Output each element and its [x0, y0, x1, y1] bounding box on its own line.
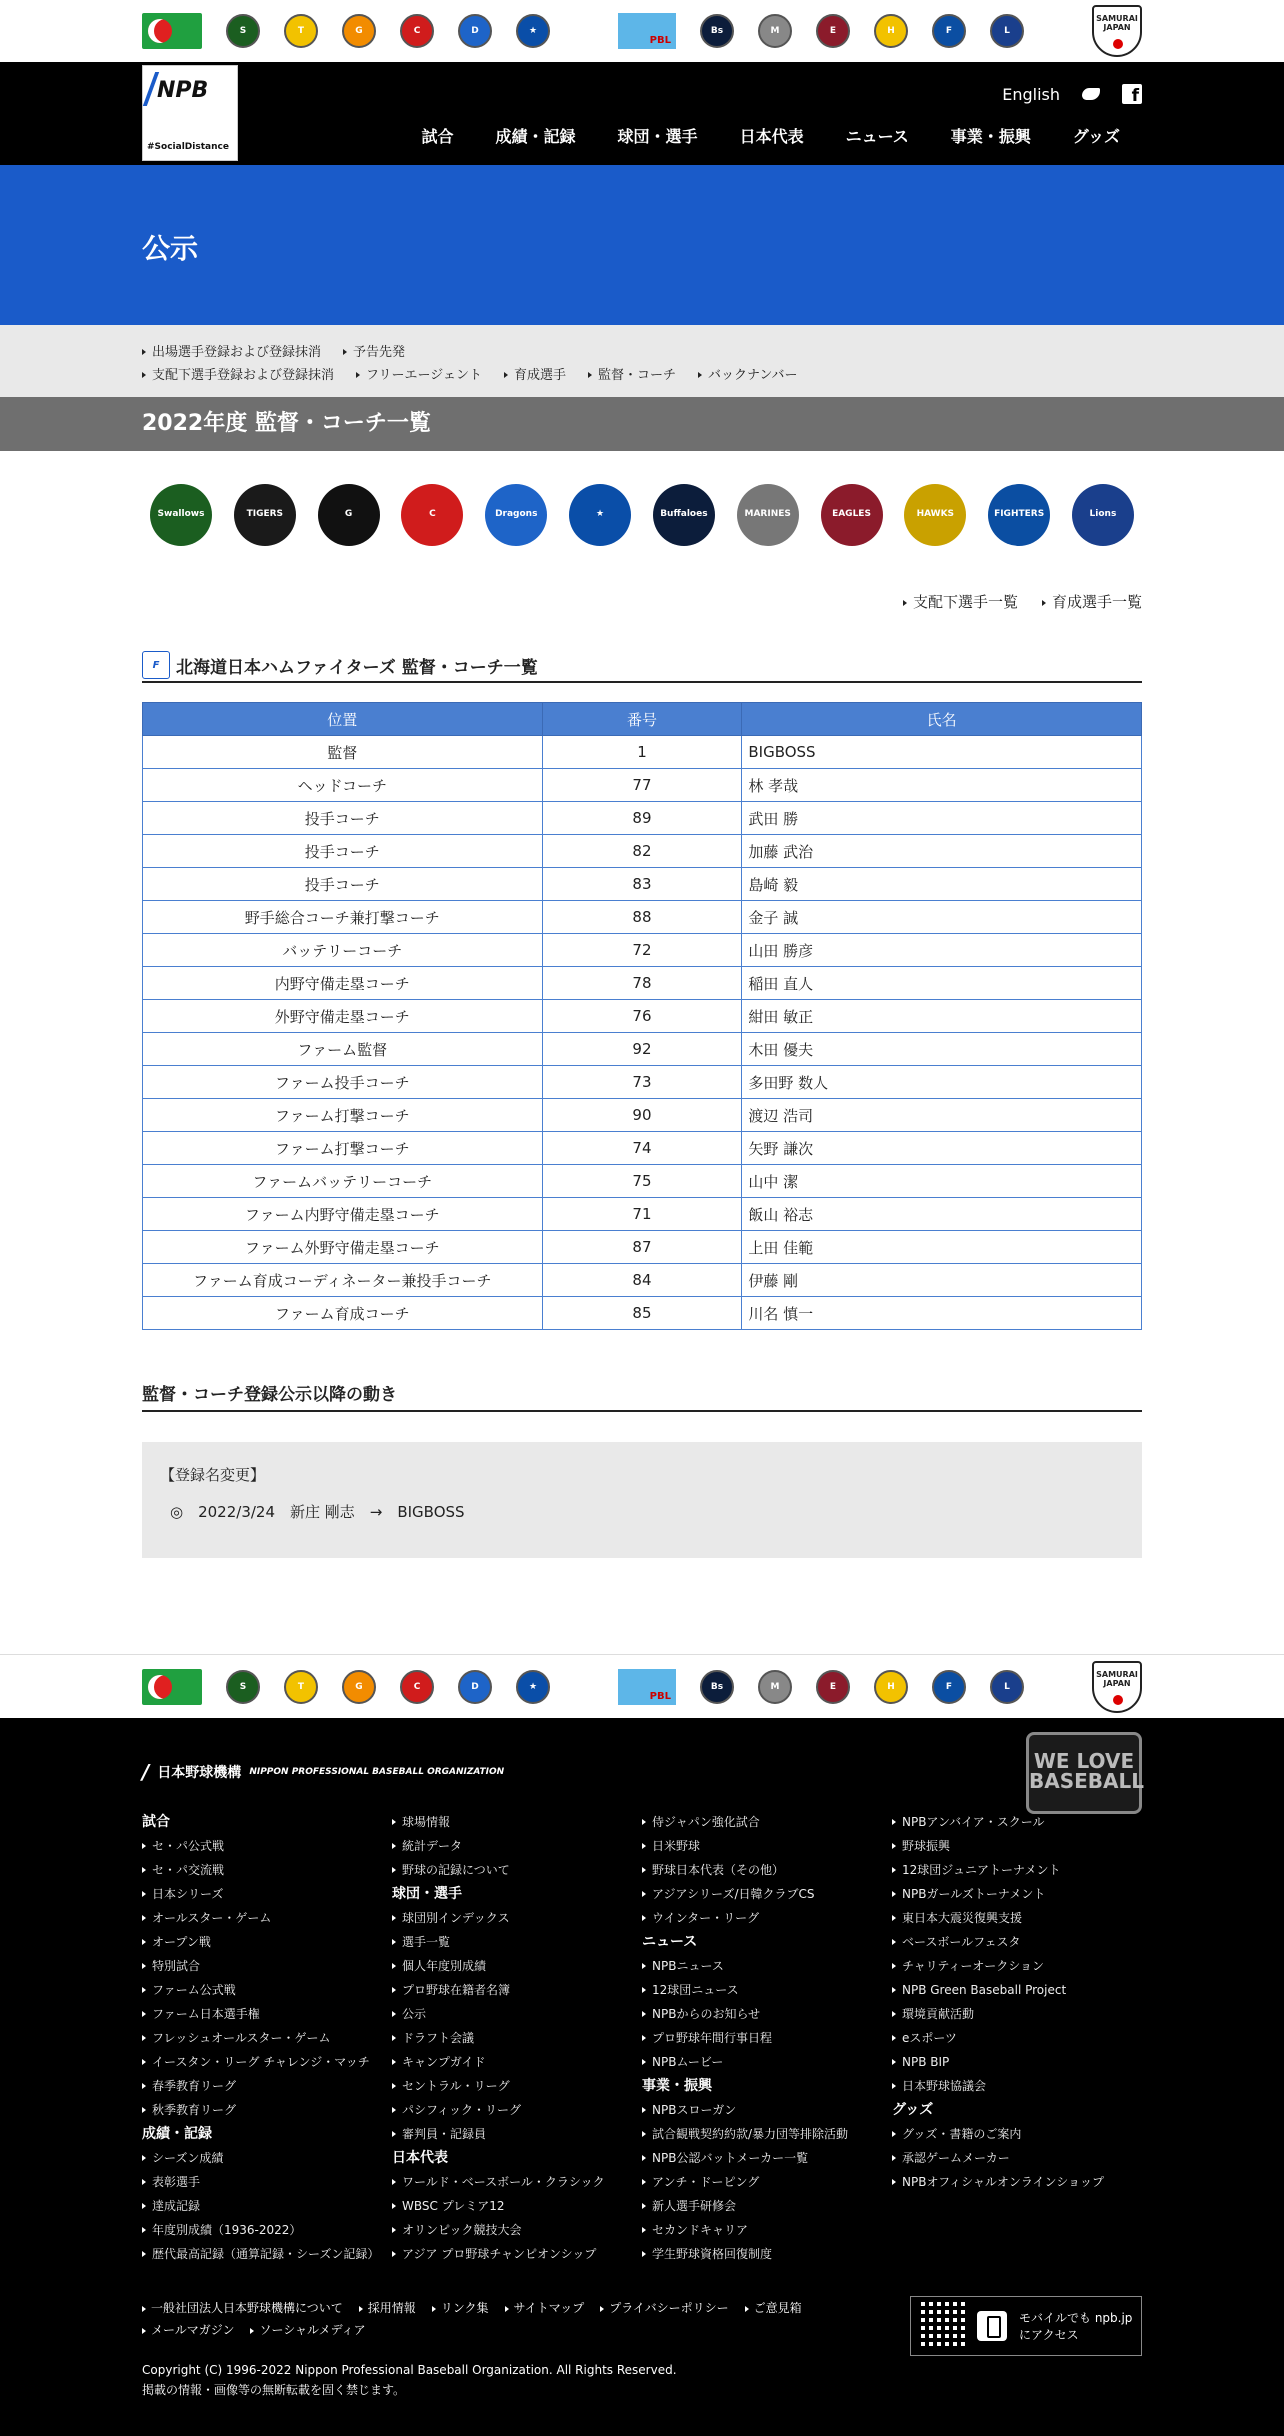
npb-footer-icon: / [142, 1760, 150, 1784]
number-cell: 78 [542, 967, 742, 1000]
footer-link[interactable]: ウインター・リーグ [642, 1906, 892, 1930]
pbl-mark: PBL [618, 1669, 676, 1705]
number-cell: 74 [542, 1132, 742, 1165]
name-cell: 川名 慎一 [742, 1297, 1142, 1330]
position-cell: ファームバッテリーコーチ [143, 1165, 543, 1198]
team-mark: S [226, 14, 260, 48]
footer-link[interactable]: 承認ゲームメーカー [892, 2146, 1142, 2170]
team-logo-buffaloes[interactable]: Buffaloes [653, 484, 715, 546]
footer-link[interactable]: 野球の記録について [392, 1858, 642, 1882]
team-mark: T [284, 14, 318, 48]
footer-bottom-link[interactable]: サイトマップ [505, 2299, 585, 2316]
list-link-0[interactable]: 支配下選手一覧 [903, 579, 1018, 625]
number-cell: 85 [542, 1297, 742, 1330]
position-cell: ファーム育成コーチ [143, 1297, 543, 1330]
position-cell: 投手コーチ [143, 802, 543, 835]
list-link-1[interactable]: 育成選手一覧 [1042, 579, 1142, 625]
footer-link[interactable]: ベースボールフェスタ [892, 1930, 1142, 1954]
samurai-mark: SAMURAI JAPAN [1092, 1661, 1142, 1713]
footer-link[interactable]: 選手一覧 [392, 1930, 642, 1954]
footer-link[interactable]: 秋季教育リーグ [142, 2098, 392, 2122]
sub-nav [0, 325, 1284, 397]
footer-link[interactable]: NPB Green Baseball Project [892, 1978, 1142, 2002]
copyright: Copyright (C) 1996-2022 Nippon Professional Baseball Organization. All Rights Reserved. [142, 2363, 677, 2377]
qr-code-icon [917, 2302, 965, 2350]
table-row [143, 868, 1142, 901]
team-mark: Bs [700, 1670, 734, 1704]
section-title: 2022年度 監督・コーチ一覧 [142, 411, 431, 436]
position-cell: ヘッドコーチ [143, 769, 543, 802]
team-logo-giants[interactable]: G [318, 484, 380, 546]
team-logo-hawks[interactable]: HAWKS [904, 484, 966, 546]
notice: 掲載の情報・画像等の無断転載を固く禁じます。 [142, 2383, 406, 2397]
footer-link[interactable]: オープン戦 [142, 1930, 392, 1954]
fighters-icon: F [142, 651, 170, 679]
footer-link[interactable]: アジアシリーズ/日韓クラブCS [642, 1882, 892, 1906]
table-row [143, 1132, 1142, 1165]
table-row [143, 835, 1142, 868]
footer-heading[interactable]: 日本代表 [392, 2150, 448, 2166]
number-cell: 75 [542, 1165, 742, 1198]
footer-link[interactable]: NPBオフィシャルオンラインショップ [892, 2170, 1142, 2194]
footer-bottom-link[interactable]: 一般社団法人日本野球機構について [142, 2299, 343, 2316]
footer-link[interactable]: NPBニュース [642, 1954, 892, 1978]
position-cell: ファーム監督 [143, 1033, 543, 1066]
team-mark: Bs [700, 14, 734, 48]
team-logo-lions[interactable]: Lions [1072, 484, 1134, 546]
name-cell: 加藤 武治 [742, 835, 1142, 868]
we-love-baseball-badge[interactable]: WE LOVE BASEBALL [1026, 1732, 1142, 1814]
footer-link[interactable]: 個人年度別成績 [392, 1954, 642, 1978]
footer-heading[interactable]: 試合 [142, 1814, 170, 1830]
footer-buffaloes-logo[interactable] [700, 1667, 734, 1707]
english-link[interactable]: English [1002, 84, 1060, 104]
top-buffaloes-logo[interactable] [700, 11, 734, 51]
team-logo-carp[interactable]: C [401, 484, 463, 546]
top-carp-logo[interactable] [400, 11, 434, 51]
footer-dragons-logo[interactable] [458, 1667, 492, 1707]
team-logo-tigers[interactable]: TIGERS [234, 484, 296, 546]
top-hawks-logo[interactable] [874, 11, 908, 51]
footer-link[interactable]: NPBアンバイア・スクール [892, 1810, 1142, 1834]
footer-link[interactable]: フレッシュオールスター・ゲーム [142, 2026, 392, 2050]
site-header [0, 62, 1284, 165]
top-marines-logo[interactable] [758, 11, 792, 51]
footer-bottom-link[interactable]: プライバシーポリシー [600, 2299, 728, 2316]
footer-link[interactable]: 歴代最高記録（通算記録・シーズン記録） [142, 2242, 392, 2266]
team-logo-fighters[interactable]: FIGHTERS [988, 484, 1050, 546]
coach-table [142, 702, 1142, 1330]
samurai-mark: SAMURAI JAPAN [1092, 5, 1142, 57]
top-giants-logo[interactable] [342, 11, 376, 51]
position-cell: ファーム打撃コーチ [143, 1099, 543, 1132]
position-cell: 外野守備走塁コーチ [143, 1000, 543, 1033]
team-mark: D [458, 14, 492, 48]
footer-link[interactable]: 日本シリーズ [142, 1882, 392, 1906]
position-cell: ファーム育成コーディネーター兼投手コーチ [143, 1264, 543, 1297]
subnav-link[interactable]: 出場選手登録および登録抹消 [142, 341, 321, 360]
name-cell: 伊藤 剛 [742, 1264, 1142, 1297]
team-mark: C [400, 14, 434, 48]
footer-link[interactable]: 年度別成績（1936-2022） [142, 2218, 392, 2242]
footer-eagles-logo[interactable] [816, 1667, 850, 1707]
footer-link[interactable]: ファーム日本選手権 [142, 2002, 392, 2026]
twitter-icon[interactable] [1080, 85, 1102, 103]
name-cell: 渡辺 浩司 [742, 1099, 1142, 1132]
footer-link[interactable]: 新人選手研修会 [642, 2194, 892, 2218]
footer-link[interactable]: NPB公認バットメーカー一覧 [642, 2146, 892, 2170]
table-title: F 北海道日本ハムファイターズ 監督・コーチ一覧 [142, 649, 1142, 683]
footer-link[interactable]: アジア プロ野球チャンピオンシップ [392, 2242, 642, 2266]
position-cell: ファーム内野守備走塁コーチ [143, 1198, 543, 1231]
footer-link[interactable]: 球場情報 [392, 1810, 642, 1834]
main-nav [422, 124, 1120, 147]
footer-link[interactable]: 12球団ニュース [642, 1978, 892, 2002]
footer-link[interactable]: シーズン成績 [142, 2146, 392, 2170]
footer-link[interactable]: 学生野球資格回復制度 [642, 2242, 892, 2266]
position-cell: バッテリーコーチ [143, 934, 543, 967]
footer-link[interactable]: eスポーツ [892, 2026, 1142, 2050]
name-cell: 金子 誠 [742, 901, 1142, 934]
footer-marines-logo[interactable] [758, 1667, 792, 1707]
footer-fighters-logo[interactable] [932, 1667, 966, 1707]
footer-swallows-logo[interactable] [226, 1667, 260, 1707]
footer-heading[interactable]: 球団・選手 [392, 1886, 462, 1902]
team-logo-swallows[interactable]: Swallows [150, 484, 212, 546]
name-cell: 武田 勝 [742, 802, 1142, 835]
footer-link[interactable]: オールスター・ゲーム [142, 1906, 392, 1930]
position-cell: ファーム外野守備走塁コーチ [143, 1231, 543, 1264]
subnav-link[interactable]: 予告先発 [343, 341, 405, 360]
name-cell: 紺田 敏正 [742, 1000, 1142, 1033]
team-mark: T [284, 1670, 318, 1704]
top-tigers-logo[interactable] [284, 11, 318, 51]
position-cell: 投手コーチ [143, 835, 543, 868]
position-cell: ファーム打撃コーチ [143, 1132, 543, 1165]
name-cell: 多田野 数人 [742, 1066, 1142, 1099]
footer-bottom-link[interactable]: ご意見箱 [745, 2299, 802, 2316]
footer-link[interactable]: NPB BIP [892, 2050, 1142, 2074]
table-row [143, 1099, 1142, 1132]
table-row [143, 802, 1142, 835]
top-baystars-logo[interactable] [516, 11, 550, 51]
table-row [143, 967, 1142, 1000]
top-eagles-logo[interactable] [816, 11, 850, 51]
team-logo-eagles[interactable]: EAGLES [821, 484, 883, 546]
number-cell: 88 [542, 901, 742, 934]
number-cell: 87 [542, 1231, 742, 1264]
footer-link[interactable]: パシフィック・リーグ [392, 2098, 642, 2122]
number-cell: 89 [542, 802, 742, 835]
footer-bottom-link[interactable]: メールマガジン [142, 2321, 234, 2338]
subnav-link[interactable]: バックナンバー [698, 364, 797, 383]
footer-samurai-japan-logo[interactable] [1092, 1667, 1142, 1707]
footer-link[interactable]: 野球日本代表（その他） [642, 1858, 892, 1882]
footer-giants-logo[interactable] [342, 1667, 376, 1707]
name-cell: 矢野 謙次 [742, 1132, 1142, 1165]
footer-link[interactable]: セ・パ交流戦 [142, 1858, 392, 1882]
footer-central-league-logo[interactable] [142, 1667, 202, 1707]
top-dragons-logo[interactable] [458, 11, 492, 51]
footer-link[interactable]: 12球団ジュニアトーナメント [892, 1858, 1142, 1882]
footer-link[interactable]: アンチ・ドーピング [642, 2170, 892, 2194]
footer-column [892, 1810, 1142, 2266]
team-mark: D [458, 1670, 492, 1704]
footer-bottom-link[interactable]: ソーシャルメディア [250, 2321, 365, 2338]
number-cell: 71 [542, 1198, 742, 1231]
table-row [143, 1231, 1142, 1264]
footer-link[interactable]: キャンプガイド [392, 2050, 642, 2074]
facebook-icon[interactable] [1122, 84, 1142, 104]
nav-item-0[interactable]: 試合 [421, 127, 454, 146]
footer-link[interactable]: セ・パ公式戦 [142, 1834, 392, 1858]
team-mark: E [816, 1670, 850, 1704]
footer-pacific-league-logo[interactable] [618, 1667, 676, 1707]
footer-link[interactable]: 統計データ [392, 1834, 642, 1858]
col-number: 番号 [542, 703, 742, 736]
team-mark: L [990, 1670, 1024, 1704]
footer-link[interactable]: セントラル・リーグ [392, 2074, 642, 2098]
table-row [143, 1198, 1142, 1231]
number-cell: 90 [542, 1099, 742, 1132]
nav-item-6[interactable]: グッズ [1072, 127, 1120, 146]
footer-link[interactable]: チャリティーオークション [892, 1954, 1142, 1978]
top-lions-logo[interactable] [990, 11, 1024, 51]
pbl-mark: PBL [618, 13, 676, 49]
footer-tigers-logo[interactable] [284, 1667, 318, 1707]
footer-link[interactable]: 東日本大震災復興支援 [892, 1906, 1142, 1930]
footer-link[interactable]: NPBムービー [642, 2050, 892, 2074]
footer-link[interactable]: セカンドキャリア [642, 2218, 892, 2242]
footer-lions-logo[interactable] [990, 1667, 1024, 1707]
footer-link[interactable]: 環境貢献活動 [892, 2002, 1142, 2026]
footer-bottom-link[interactable]: リンク集 [432, 2299, 489, 2316]
footer-link[interactable]: ドラフト会議 [392, 2026, 642, 2050]
hero-banner [0, 165, 1284, 325]
moves-label: 【登録名変更】 [160, 1466, 266, 1484]
team-selector [0, 451, 1284, 579]
moves-box [142, 1442, 1142, 1558]
footer-link[interactable]: 試合観戦契約約款/暴力団等排除活動 [642, 2122, 892, 2146]
page-title: 公示 [142, 232, 199, 265]
footer-link[interactable]: 特別試合 [142, 1954, 392, 1978]
nav-item-5[interactable]: 事業・振興 [950, 127, 1031, 146]
footer-link[interactable]: NPBガールズトーナメント [892, 1882, 1142, 1906]
number-cell: 77 [542, 769, 742, 802]
number-cell: 76 [542, 1000, 742, 1033]
number-cell: 84 [542, 1264, 742, 1297]
section-title-bar [0, 397, 1284, 451]
name-cell: BIGBOSS [742, 736, 1142, 769]
nav-item-3[interactable]: 日本代表 [739, 127, 804, 146]
name-cell: 上田 佳範 [742, 1231, 1142, 1264]
top-central-league-logo[interactable] [142, 11, 202, 51]
position-cell: ファーム投手コーチ [143, 1066, 543, 1099]
footer-link[interactable]: ワールド・ベースボール・クラシック [392, 2170, 642, 2194]
nav-item-1[interactable]: 成績・記録 [495, 127, 576, 146]
footer-link[interactable]: 侍ジャパン強化試合 [642, 1810, 892, 1834]
table-row [143, 934, 1142, 967]
table-row [143, 1264, 1142, 1297]
top-logo-bar [0, 0, 1284, 62]
footer-column [642, 1810, 892, 2266]
footer-link[interactable]: 球団別インデックス [392, 1906, 642, 1930]
number-cell: 73 [542, 1066, 742, 1099]
team-mark: ★ [516, 14, 550, 48]
name-cell: 山中 潔 [742, 1165, 1142, 1198]
table-row [143, 1165, 1142, 1198]
team-mark: M [758, 14, 792, 48]
nav-item-2[interactable]: 球団・選手 [617, 127, 698, 146]
number-cell: 82 [542, 835, 742, 868]
top-samurai-japan-logo[interactable] [1092, 11, 1142, 51]
col-position: 位置 [143, 703, 543, 736]
name-cell: 稲田 直人 [742, 967, 1142, 1000]
team-mark: H [874, 1670, 908, 1704]
table-row [143, 1066, 1142, 1099]
footer-link[interactable]: 表彰選手 [142, 2170, 392, 2194]
top-pacific-league-logo[interactable] [618, 11, 676, 51]
moves-entry: ◎ 2022/3/24 新庄 剛志 → BIGBOSS [170, 1503, 465, 1521]
number-cell: 83 [542, 868, 742, 901]
npb-logo[interactable]: NPB #SocialDistance [142, 65, 238, 161]
team-mark: E [816, 14, 850, 48]
team-logo-baystars[interactable]: ★ [569, 484, 631, 546]
name-cell: 飯山 裕志 [742, 1198, 1142, 1231]
team-mark: M [758, 1670, 792, 1704]
footer-link[interactable]: ファーム公式戦 [142, 1978, 392, 2002]
team-mark: C [400, 1670, 434, 1704]
footer-link[interactable]: 春季教育リーグ [142, 2074, 392, 2098]
subnav-link[interactable]: 支配下選手登録および登録抹消 [142, 364, 334, 383]
number-cell: 92 [542, 1033, 742, 1066]
footer-link[interactable]: プロ野球年間行事日程 [642, 2026, 892, 2050]
team-mark: S [226, 1670, 260, 1704]
footer-baystars-logo[interactable] [516, 1667, 550, 1707]
name-cell: 山田 勝彦 [742, 934, 1142, 967]
table-row [143, 769, 1142, 802]
footer-link[interactable]: グッズ・書籍のご案内 [892, 2122, 1142, 2146]
subnav-link[interactable]: 監督・コーチ [588, 364, 676, 383]
team-mark: G [342, 14, 376, 48]
col-name: 氏名 [742, 703, 1142, 736]
team-mark: G [342, 1670, 376, 1704]
footer-carp-logo[interactable] [400, 1667, 434, 1707]
table-row [143, 736, 1142, 769]
footer-link[interactable]: 日本野球協議会 [892, 2074, 1142, 2098]
team-mark: H [874, 14, 908, 48]
footer-bottom-link[interactable]: 採用情報 [359, 2299, 416, 2316]
footer-hawks-logo[interactable] [874, 1667, 908, 1707]
mobile-phone-icon [977, 2311, 1007, 2341]
top-swallows-logo[interactable] [226, 11, 260, 51]
table-row [143, 901, 1142, 934]
moves-title: 監督・コーチ登録公示以降の動き [142, 1378, 1142, 1412]
footer-org-logo[interactable]: / 日本野球機構 NIPPON PROFESSIONAL BASEBALL ORGANIZATION [142, 1760, 505, 1784]
cl-mark [142, 13, 202, 49]
team-logo-marines[interactable]: MARINES [737, 484, 799, 546]
footer-column [142, 1810, 392, 2266]
footer-link[interactable]: プロ野球在籍者名簿 [392, 1978, 642, 2002]
footer-heading[interactable]: グッズ [892, 2102, 934, 2118]
team-mark: L [990, 14, 1024, 48]
site-footer [0, 1718, 1284, 2436]
footer-heading[interactable]: ニュース [642, 1934, 698, 1950]
cl-mark [142, 1669, 202, 1705]
footer-heading[interactable]: 事業・振興 [642, 2078, 712, 2094]
top-fighters-logo[interactable] [932, 11, 966, 51]
position-cell: 内野守備走塁コーチ [143, 967, 543, 1000]
position-cell: 野手総合コーチ兼打撃コーチ [143, 901, 543, 934]
table-row [143, 1000, 1142, 1033]
footer-link[interactable]: 野球振興 [892, 1834, 1142, 1858]
position-cell: 監督 [143, 736, 543, 769]
name-cell: 林 孝哉 [742, 769, 1142, 802]
footer-link[interactable]: NPBからのお知らせ [642, 2002, 892, 2026]
footer-heading[interactable]: 成績・記録 [142, 2126, 212, 2142]
footer-link[interactable]: 日米野球 [642, 1834, 892, 1858]
footer-column [392, 1810, 642, 2266]
team-logo-dragons[interactable]: Dragons [485, 484, 547, 546]
table-row [143, 1297, 1142, 1330]
team-mark: F [932, 14, 966, 48]
name-cell: 木田 優夫 [742, 1033, 1142, 1066]
footer-link[interactable]: オリンピック競技大会 [392, 2218, 642, 2242]
number-cell: 72 [542, 934, 742, 967]
footer-link[interactable]: イースタン・リーグ チャレンジ・マッチ [142, 2050, 392, 2074]
footer-link[interactable]: 審判員・記録員 [392, 2122, 642, 2146]
footer-link[interactable]: 達成記録 [142, 2194, 392, 2218]
footer-logo-bar [0, 1654, 1284, 1718]
subnav-link[interactable]: フリーエージェント [356, 364, 482, 383]
footer-link[interactable]: WBSC プレミア12 [392, 2194, 642, 2218]
team-mark: F [932, 1670, 966, 1704]
table-row [143, 1033, 1142, 1066]
team-mark: ★ [516, 1670, 550, 1704]
mobile-access-link[interactable]: モバイルでも npb.jp にアクセス [910, 2296, 1142, 2356]
number-cell: 1 [542, 736, 742, 769]
nav-item-4[interactable]: ニュース [845, 127, 909, 146]
position-cell: 投手コーチ [143, 868, 543, 901]
footer-link[interactable]: NPBスローガン [642, 2098, 892, 2122]
subnav-link[interactable]: 育成選手 [504, 364, 566, 383]
name-cell: 島崎 毅 [742, 868, 1142, 901]
footer-link[interactable]: 公示 [392, 2002, 642, 2026]
